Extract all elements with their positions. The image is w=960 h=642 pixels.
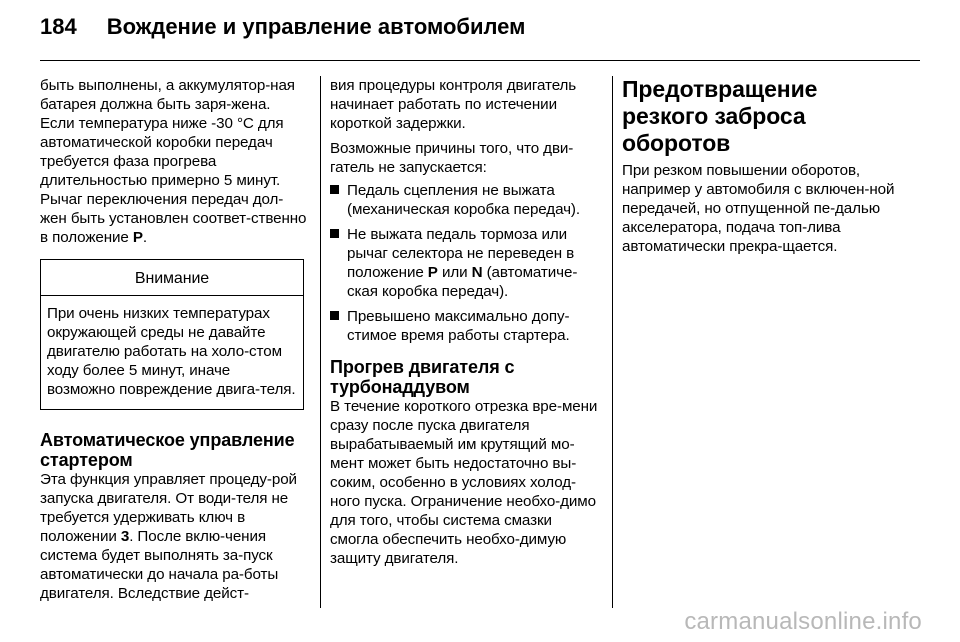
list-item [330, 307, 602, 345]
reasons-list [330, 181, 602, 345]
warning-box [40, 259, 304, 410]
watermark: carmanualsonline.info [684, 608, 922, 635]
paragraph-intro [40, 76, 308, 247]
section-heading-autostart: Автоматическое управление стартером [40, 430, 295, 470]
column-2 [330, 76, 602, 568]
list-item-text-b: (автоматиче-ская коробка передач). [347, 264, 578, 300]
gear-position-n: N [471, 264, 483, 281]
column-divider-2 [612, 76, 613, 608]
warning-title: Внимание [41, 260, 303, 296]
column-1 [40, 76, 308, 603]
warning-text: При очень низких температурах окружающей среды не давайте двигателю работать на холо-стом ходу более 5 минут, иначе возможно повреждение двига-теля. [47, 305, 296, 398]
list-item [330, 225, 602, 301]
bullet-square-icon [330, 311, 339, 320]
key-position-3: 3 [120, 528, 130, 545]
paragraph-autostart [40, 470, 308, 603]
section-heading-turbo: Прогрев двигателя с турбонаддувом [330, 357, 515, 397]
list-item [330, 181, 602, 219]
header-divider [40, 60, 920, 61]
list-item-text: Педаль сцепления не выжата (механическая коробка передач). [347, 182, 580, 218]
gear-position-p: P [427, 264, 438, 281]
page-title: Вождение и управление автомобилем [106, 14, 526, 39]
paragraph-intro-text: быть выполнены, а аккумулятор-ная батарея должна быть заря-жена. Если температура ниже -30 °С для автоматической коробки передач требуется фаза прогрева длительностью примерно 5 минут. Рычаг переключения передач дол-жен быть установлен соответ-ственно в положение [40, 77, 307, 246]
list-item-text: Превышено максимально допу-стимое время работы стартера. [347, 308, 570, 344]
gear-position-p: P [132, 229, 143, 246]
paragraph-autostart-a: Эта функция управляет процеду-рой запуска двигателя. От води-теля не требуется удерживать ключ в положении [40, 471, 297, 545]
bullet-square-icon [330, 229, 339, 238]
paragraph-continued: вия процедуры контроля двигатель начинает работать по истечении короткой задержки. [330, 77, 577, 132]
page-header [40, 14, 525, 40]
column-divider-1 [320, 76, 321, 608]
paragraph-reasons: Возможные причины того, что дви-гатель не запускается: [330, 140, 574, 176]
list-item-text-a: Не выжата педаль тормоза или рычаг селектора не переведен в положение [347, 226, 575, 281]
paragraph-turbo: В течение короткого отрезка вре-мени сразу после пуска двигателя вырабатываемый им крутящий мо-мент может быть недостаточно вы-соким, особенно в условиях холод-ного пуска. Ограничение необхо-димо для того, чтобы система смазки смогла обеспечить необхо-димую защиту двигателя. [330, 398, 598, 567]
bullet-square-icon [330, 185, 339, 194]
paragraph-autostart-b: . После вклю-чения система будет выполнять за-пуск автоматически до начала ра-боты двигателя. Вследствие дейст- [40, 528, 279, 602]
page-number: 184 [40, 14, 77, 39]
paragraph-intro-end: . [142, 229, 148, 246]
column-3 [622, 76, 907, 256]
section-heading-overspeed: Предотвращение резкого заброса оборотов [622, 76, 818, 156]
paragraph-overspeed: При резком повышении оборотов, например у автомобиля с включен-ной передачей, но отпущенной пе-далью акселератора, подача топ-лива автоматически прекра-щается. [622, 162, 895, 255]
list-item-text-mid: или [437, 264, 472, 281]
